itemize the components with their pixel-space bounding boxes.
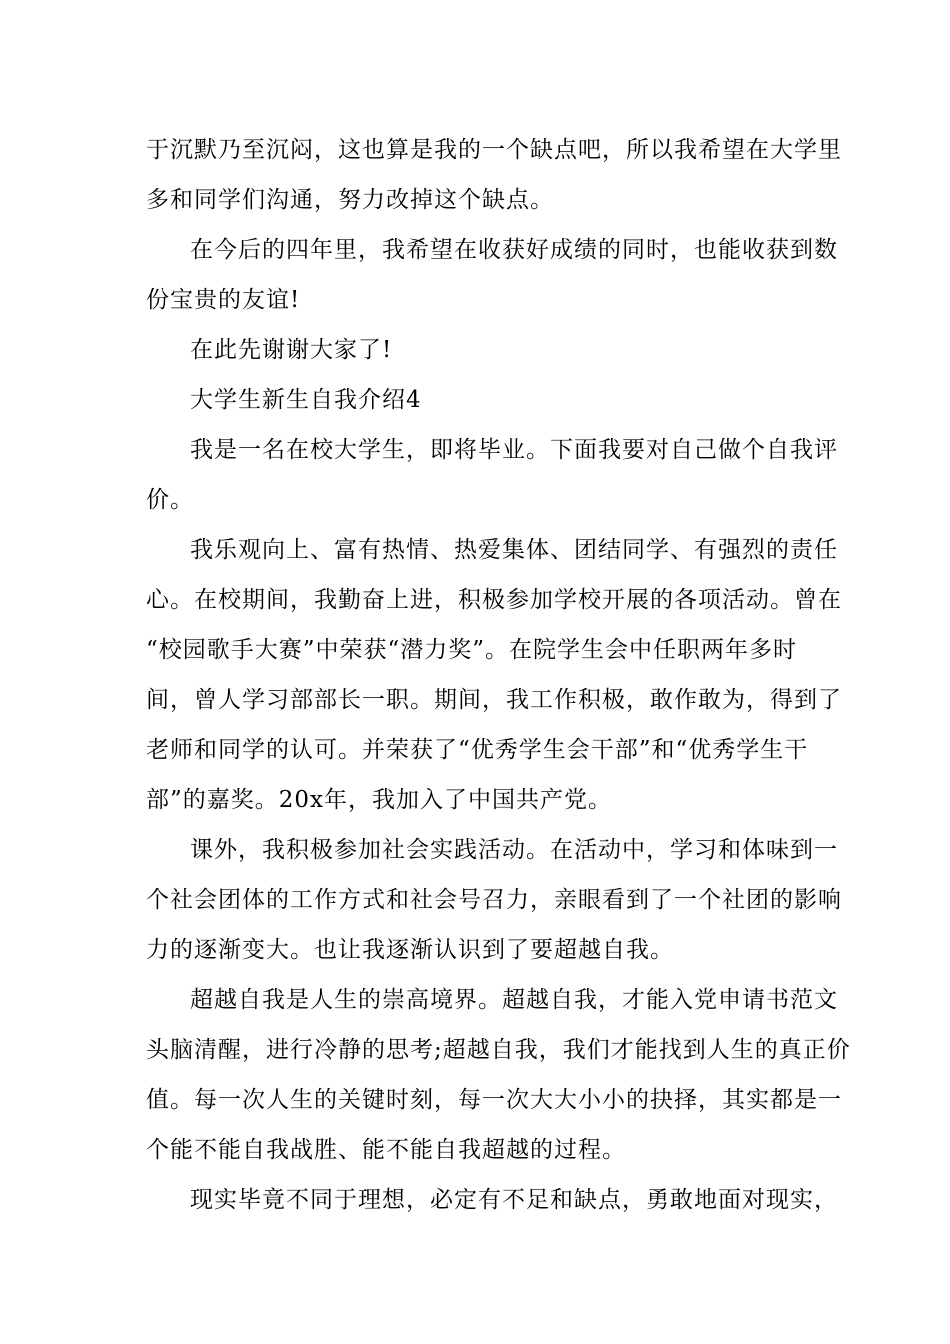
text-line: 部”的嘉奖。20x年，我加入了中国共产党。 <box>146 787 612 813</box>
paragraph-start-line: 在此先谢谢大家了! <box>190 337 393 363</box>
paragraph-start-line: 我是一名在校大学生，即将毕业。下面我要对自己做个自我评 <box>190 437 838 463</box>
text-line: 价。 <box>146 487 194 513</box>
text-line: “校园歌手大赛”中荣获“潜力奖”。在院学生会中任职两年多时 <box>146 637 798 663</box>
text-line: 老师和同学的认可。并荣获了“优秀学生会干部”和“优秀学生干 <box>146 737 809 763</box>
text-line: 间，曾人学习部部长一职。期间，我工作积极，敢作敢为，得到了 <box>146 687 842 713</box>
section-heading: 大学生新生自我介绍4 <box>190 387 422 413</box>
text-line: 个能不能自我战胜、能不能自我超越的过程。 <box>146 1137 626 1163</box>
paragraph-start-line: 课外，我积极参加社会实践活动。在活动中，学习和体味到一 <box>190 837 838 863</box>
text-line: 个社会团体的工作方式和社会号召力，亲眼看到了一个社团的影响 <box>146 887 842 913</box>
paragraph-start-line: 超越自我是人生的崇高境界。超越自我，才能入党申请书范文 <box>190 987 838 1013</box>
text-line: 头脑清醒，进行冷静的思考;超越自我，我们才能找到人生的真正价 <box>146 1037 851 1063</box>
text-line: 份宝贵的友谊! <box>146 287 301 313</box>
text-line: 力的逐渐变大。也让我逐渐认识到了要超越自我。 <box>146 937 674 963</box>
text-line: 多和同学们沟通，努力改掉这个缺点。 <box>146 187 554 213</box>
text-line: 心。在校期间，我勤奋上进，积极参加学校开展的各项活动。曾在 <box>146 587 842 613</box>
paragraph-start-line: 现实毕竟不同于理想，必定有不足和缺点，勇敢地面对现实， <box>190 1187 838 1213</box>
paragraph-start-line: 我乐观向上、富有热情、热爱集体、团结同学、有强烈的责任 <box>190 537 838 563</box>
paragraph-start-line: 在今后的四年里，我希望在收获好成绩的同时，也能收获到数 <box>190 237 838 263</box>
text-line: 于沉默乃至沉闷，这也算是我的一个缺点吧，所以我希望在大学里 <box>146 137 842 163</box>
text-line: 值。每一次人生的关键时刻，每一次大大小小的抉择，其实都是一 <box>146 1087 842 1113</box>
